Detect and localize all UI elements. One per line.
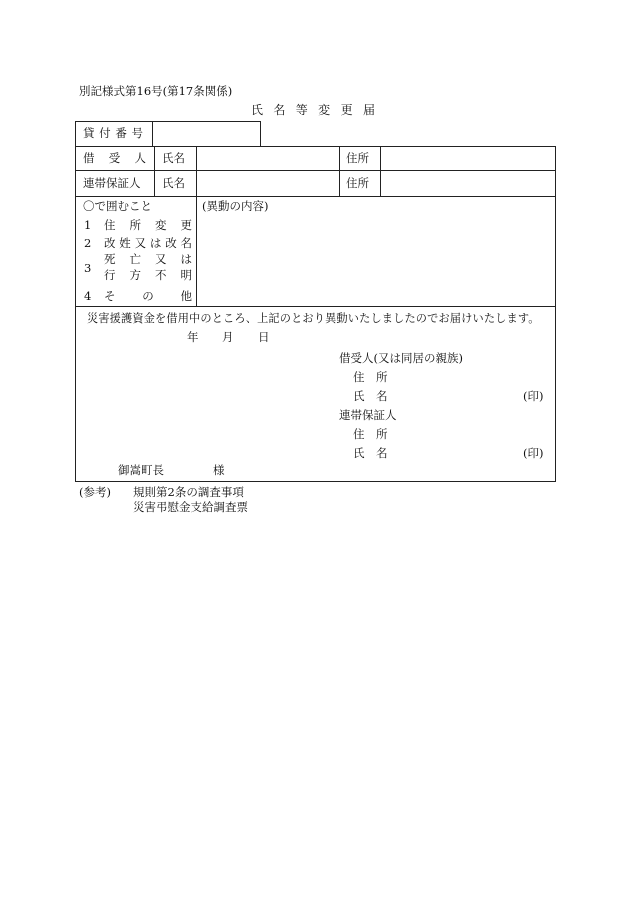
char: 方 [129, 268, 141, 282]
notes-line-2: 災害弔慰金支給調査票 [133, 500, 248, 514]
guarantor-address-line: 住 所 [353, 427, 388, 441]
change-item-2-label[interactable] [104, 238, 192, 250]
borrower-name-sign-field[interactable] [395, 388, 513, 404]
char: 不 [155, 268, 167, 282]
borrower-address-label: 住所 [346, 151, 369, 165]
recipient: 御嵩町長 [118, 463, 164, 477]
date-month: 月 [222, 330, 234, 344]
char: 他 [180, 289, 192, 303]
char: 又 [134, 236, 147, 250]
borrower-address-sign-field[interactable] [395, 369, 545, 385]
change-item-3-number: 3 [84, 261, 92, 275]
borrower-heading: 借受人(又は同居の親族) [339, 351, 463, 365]
char: 受 [108, 151, 121, 165]
char: 付 [99, 126, 111, 140]
char: 変 [318, 103, 331, 117]
char: 改 [165, 236, 177, 250]
char: は [180, 252, 192, 266]
char: 貸 [83, 126, 95, 140]
date-year: 年 [187, 330, 199, 344]
char: 更 [180, 218, 192, 232]
borrower-address-line: 住 所 [353, 370, 388, 384]
char: は [149, 236, 162, 250]
loan-number-label [83, 128, 143, 140]
char: 更 [340, 103, 353, 117]
change-item-2-number: 2 [84, 236, 92, 250]
recipient-honorific: 様 [213, 463, 225, 477]
change-item-1-number: 1 [84, 218, 92, 232]
table-col-label [154, 146, 155, 196]
char: 氏 [251, 103, 264, 117]
char: そ [104, 289, 116, 303]
change-item-1-label[interactable] [104, 220, 192, 232]
guarantor-name-field[interactable] [197, 171, 338, 195]
declaration-statement: 災害援護資金を借用中のところ、上記のとおり異動いたしましたのでお届けいたします。 [87, 312, 540, 325]
char: 住 [104, 218, 116, 232]
char: 亡 [129, 252, 141, 266]
guarantor-name-sign-field[interactable] [395, 445, 513, 461]
char: 番 [115, 126, 127, 140]
char: 改 [104, 236, 116, 250]
char: 人 [134, 151, 146, 165]
guarantor-name-line: 氏 名 [353, 446, 388, 460]
borrower-name-field[interactable] [197, 147, 338, 169]
borrower-label [83, 153, 146, 165]
char: 死 [104, 252, 116, 266]
table-line-2 [75, 196, 556, 197]
borrower-name-line: 氏 名 [353, 389, 388, 403]
change-item-3-line-1[interactable] [104, 254, 192, 266]
table-line-3 [75, 306, 556, 307]
notes-label: (参考) [79, 485, 111, 499]
form-number: 別記様式第16号(第17条関係) [79, 84, 233, 98]
char: 名 [273, 103, 286, 117]
change-item-4-number: 4 [84, 289, 92, 303]
char: 又 [155, 252, 167, 266]
char: の [142, 289, 154, 303]
guarantor-heading: 連帯保証人 [339, 408, 397, 422]
change-item-3-line-2[interactable] [104, 270, 192, 282]
loan-number-field[interactable] [153, 122, 260, 146]
guarantor-address-sign-field[interactable] [395, 426, 545, 442]
char: 行 [104, 268, 116, 282]
form-title [251, 104, 375, 116]
char: 借 [83, 151, 95, 165]
table-col-address-label [339, 146, 340, 196]
notes-line-1: 規則第2条の調査事項 [133, 485, 244, 499]
change-item-4-label[interactable] [104, 291, 192, 303]
guarantor-seal: (印) [523, 446, 544, 460]
guarantor-address-label: 住所 [346, 176, 369, 190]
guarantor-address-field[interactable] [381, 171, 555, 195]
char: 姓 [119, 236, 131, 250]
char: 所 [129, 218, 141, 232]
char: 届 [362, 103, 375, 117]
borrower-seal: (印) [523, 389, 544, 403]
char: 変 [155, 218, 167, 232]
change-content-label: (異動の内容) [202, 199, 269, 213]
guarantor-label: 連帯保証人 [83, 176, 141, 190]
char: 等 [295, 103, 308, 117]
change-content-field[interactable] [197, 214, 555, 305]
change-instruction: 〇で囲むこと [83, 199, 152, 213]
char: 号 [131, 126, 143, 140]
char: 名 [180, 236, 192, 250]
borrower-address-field[interactable] [381, 147, 555, 169]
guarantor-name-label: 氏名 [162, 176, 185, 190]
char: 明 [180, 268, 192, 282]
borrower-name-label: 氏名 [162, 151, 185, 165]
date-day: 日 [258, 330, 270, 344]
